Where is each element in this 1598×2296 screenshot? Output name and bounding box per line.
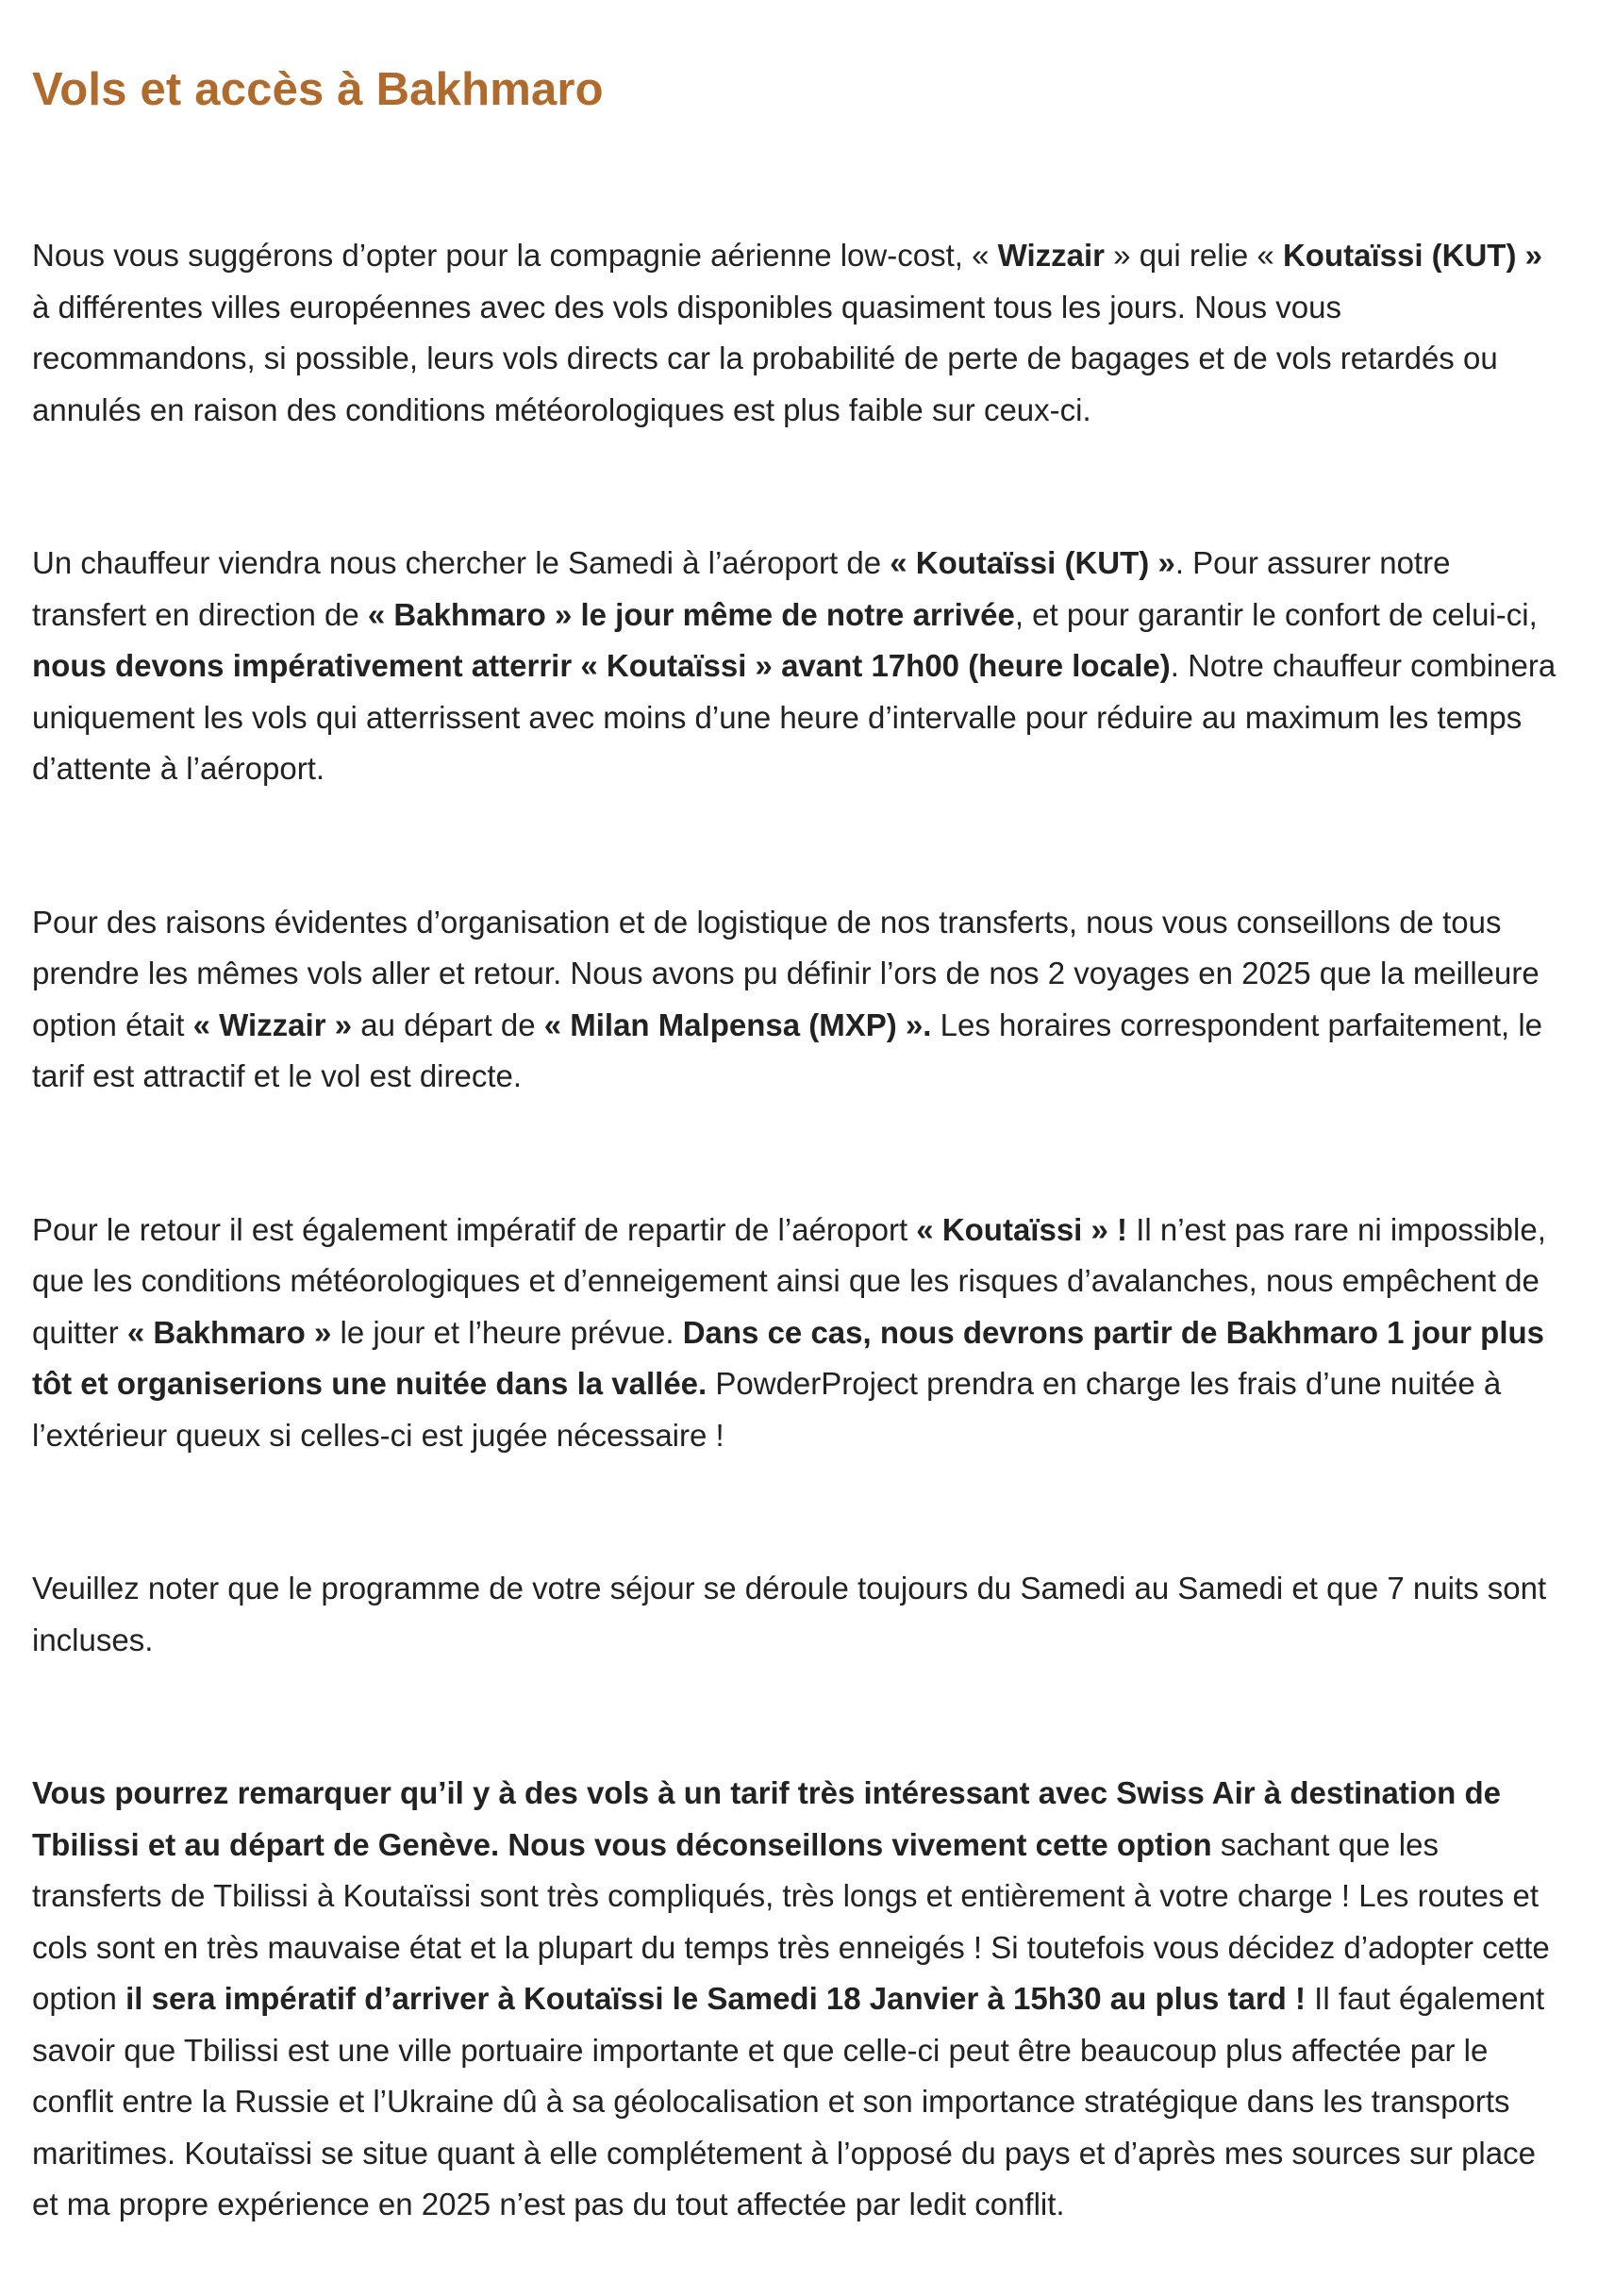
text-segment: » qui relie « [1105, 238, 1283, 273]
bold-text: « Bakhmaro » le jour même de notre arrivée [367, 596, 1015, 632]
text-segment: Pour des raisons évidentes d’organisation et de logistique de nos transferts, nous vous conseillons de tous prendre les mêmes vols aller et retour. Nous avons pu définir l’ors de nos 2 voyages en 2025 que la meilleure option était [32, 904, 1540, 1042]
text-segment: Pour le retour il est également impératif de repartir de l’aéroport [32, 1211, 917, 1247]
bold-text: « Milan Malpensa (MXP) ». [543, 1007, 932, 1042]
paragraph-5 [32, 1563, 1560, 1666]
page-title: Vols et accès à Bakhmaro [32, 64, 604, 115]
bold-text: « Bakhmaro » [126, 1314, 332, 1350]
bold-text: Wizzair [997, 238, 1105, 273]
text-segment: Veuillez noter que le programme de votre séjour se déroule toujours du Samedi au Samedi et que 7 nuits sont incluses. [32, 1571, 1547, 1657]
text-segment: sachant que les transferts de Tbilissi à Koutaïssi sont très compliqués, très longs et entièrement à votre charge ! Les routes et cols sont en très mauvaise état et la plupart du temps très enneigés ! Si toutefois vous décidez d’adopter cette option [32, 1826, 1550, 2016]
text-segment: au départ de [352, 1007, 544, 1042]
bold-text: nous devons impérativement atterrir « Koutaïssi » avant 17h00 (heure locale) [32, 648, 1171, 683]
bold-text: Koutaïssi (KUT) » [1282, 238, 1542, 273]
paragraph-6 [32, 1768, 1560, 2231]
document-body [32, 230, 1560, 2231]
bold-text: « Koutaïssi (KUT) » [890, 545, 1175, 580]
bold-text: « Koutaïssi » ! [916, 1211, 1128, 1247]
paragraph-2 [32, 538, 1560, 795]
text-segment: Il n’est pas rare ni impossible, que les conditions météorologiques et d’enneigement ainsi que les risques d’avalanches, nous empêchent de quitter [32, 1211, 1546, 1350]
text-segment: , et pour garantir le confort de celui-ci, [1014, 596, 1538, 632]
text-segment: PowderProject prendra en charge les frais d’une nuitée à l’extérieur queux si celles-ci est jugée nécessaire ! [32, 1366, 1502, 1453]
text-segment: . Notre chauffeur combinera uniquement les vols qui atterrissent avec moins d’une heure d’intervalle pour réduire au maximum les temps d’attente à l’aéroport. [32, 648, 1556, 786]
text-segment: . Pour assurer notre transfert en direction de [32, 545, 1451, 632]
paragraph-1 [32, 230, 1560, 436]
bold-text: Vous pourrez remarquer qu’il y à des vols à un tarif très intéressant avec Swiss Air à destination de Tbilissi et au départ de Genève. Nous vous déconseillons vivement cette option [32, 1775, 1502, 1862]
paragraph-4 [32, 1205, 1560, 1462]
text-segment: le jour et l’heure prévue. [331, 1314, 683, 1350]
text-segment: Nous vous suggérons d’opter pour la compagnie aérienne low-cost, « [32, 238, 998, 273]
paragraph-3 [32, 897, 1560, 1103]
text-segment: Il faut également savoir que Tbilissi est une ville portuaire importante et que celle-ci peut être beaucoup plus affectée par le conflit entre la Russie et l’Ukraine dû à sa géolocalisation et son importance stratégique dans les transports maritimes. Koutaïssi se situe quant à elle complétement à l’opposé du pays et d’après mes sources sur place et ma propre expérience en 2025 n’est pas du tout affectée par ledit conflit. [32, 1981, 1545, 2221]
text-segment: Un chauffeur viendra nous chercher le Samedi à l’aéroport de [32, 545, 891, 580]
bold-text: Dans ce cas, nous devrons partir de Bakhmaro 1 jour plus tôt et organiserions une nuitée dans la vallée. [32, 1314, 1545, 1401]
text-segment: à différentes villes européennes avec des vols disponibles quasiment tous les jours. Nous vous recommandons, si possible, leurs vols directs car la probabilité de perte de bagages et de vols retardés ou annulés en raison des conditions météorologiques est plus faible sur ceux-ci. [32, 289, 1498, 427]
bold-text: il sera impératif d’arriver à Koutaïssi le Samedi 18 Janvier à 15h30 au plus tard ! [125, 1981, 1306, 2016]
text-segment: Les horaires correspondent parfaitement, le tarif est attractif et le vol est directe. [32, 1007, 1543, 1093]
bold-text: « Wizzair » [192, 1007, 353, 1042]
